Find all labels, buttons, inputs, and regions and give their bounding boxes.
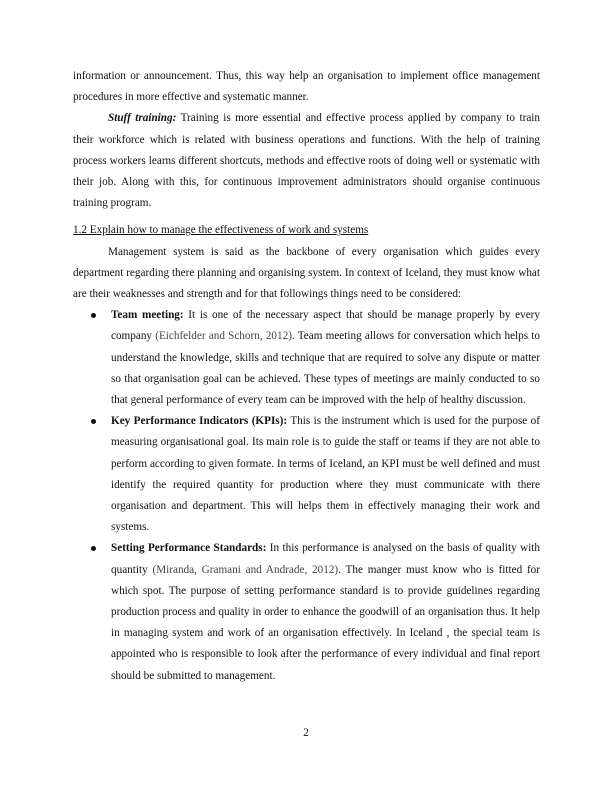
bullet-item-kpis — [73, 411, 540, 538]
bullet-label: Setting Performance Standards: — [111, 542, 267, 555]
training-paragraph — [73, 108, 540, 214]
management-paragraph: Management system is said as the backbone of every organisation which guides every department regarding there planning and organising system. In context of Iceland, they must know what are their weaknesses and strength and for that followings things need to be considered: — [73, 245, 540, 301]
bullet-text: This is the instrument which is used for the purpose of measuring organisational goal. Its main role is to guide the staff or teams if they are not able to perform according to given formate. In terms of Iceland, an KPI must be well defined and must identify the required quantity for production where they must communicate with there organisation and department. This will helps them in effectively managing their work and systems. — [111, 415, 540, 534]
bullet-item-team-meeting — [73, 305, 540, 411]
bullet-dot-icon — [91, 419, 96, 424]
bullet-text: In this performance is analysed on the basis of quality with quantity — [111, 542, 540, 576]
intro-paragraph: information or announcement. Thus, this way help an organisation to implement office management procedures in more effective and systematic manner. — [73, 70, 540, 104]
training-text: Training is more essential and effective process applied by company to train their workforce which is related with business operations and functions. With the help of training process workers learns different shortcuts, methods and effective roots of doing well or systematic with their job. Along with this, for continuous improvement administrators should organise continuous training program. — [73, 112, 540, 210]
page-number: 2 — [303, 727, 309, 739]
bullet-text: It is one of the necessary aspect that should be manage properly by every company — [111, 309, 540, 343]
bullet-item-performance-standards — [73, 538, 540, 686]
bullet-list — [73, 305, 540, 687]
bullet-text-continued: . The manger must know who is fitted for which spot. The purpose of setting performance standard is to provide guidelines regarding production process and quality in order to enhance the goodwill of an organisation thus. It help in managing system and work of an organisation effectively. In Iceland , the special team is appointed who is responsible to look after the performance of every individual and final report should be submitted to management. — [111, 563, 540, 682]
training-label: Stuff training: — [108, 112, 177, 125]
page-content — [73, 66, 540, 687]
bullet-dot-icon — [91, 546, 96, 551]
bullet-label: Team meeting: — [111, 309, 184, 322]
bullet-dot-icon — [91, 313, 96, 318]
citation: (Eichfelder and Schorn, 2012) — [155, 330, 292, 343]
citation: (Miranda, Gramani and Andrade, 2012) — [152, 563, 339, 576]
bullet-label: Key Performance Indicators (KPIs): — [111, 415, 288, 428]
bullet-text-continued: . Team meeting allows for conversation which helps to understand the knowledge, skills and technique that are required to solve any dispute or matter so that organisation goal can be achieved. These types of meetings are mainly conducted to so that general performance of every team can be improved with the help of healthy discussion. — [111, 330, 541, 407]
section-heading: 1.2 Explain how to manage the effectiveness of work and systems — [73, 224, 369, 237]
